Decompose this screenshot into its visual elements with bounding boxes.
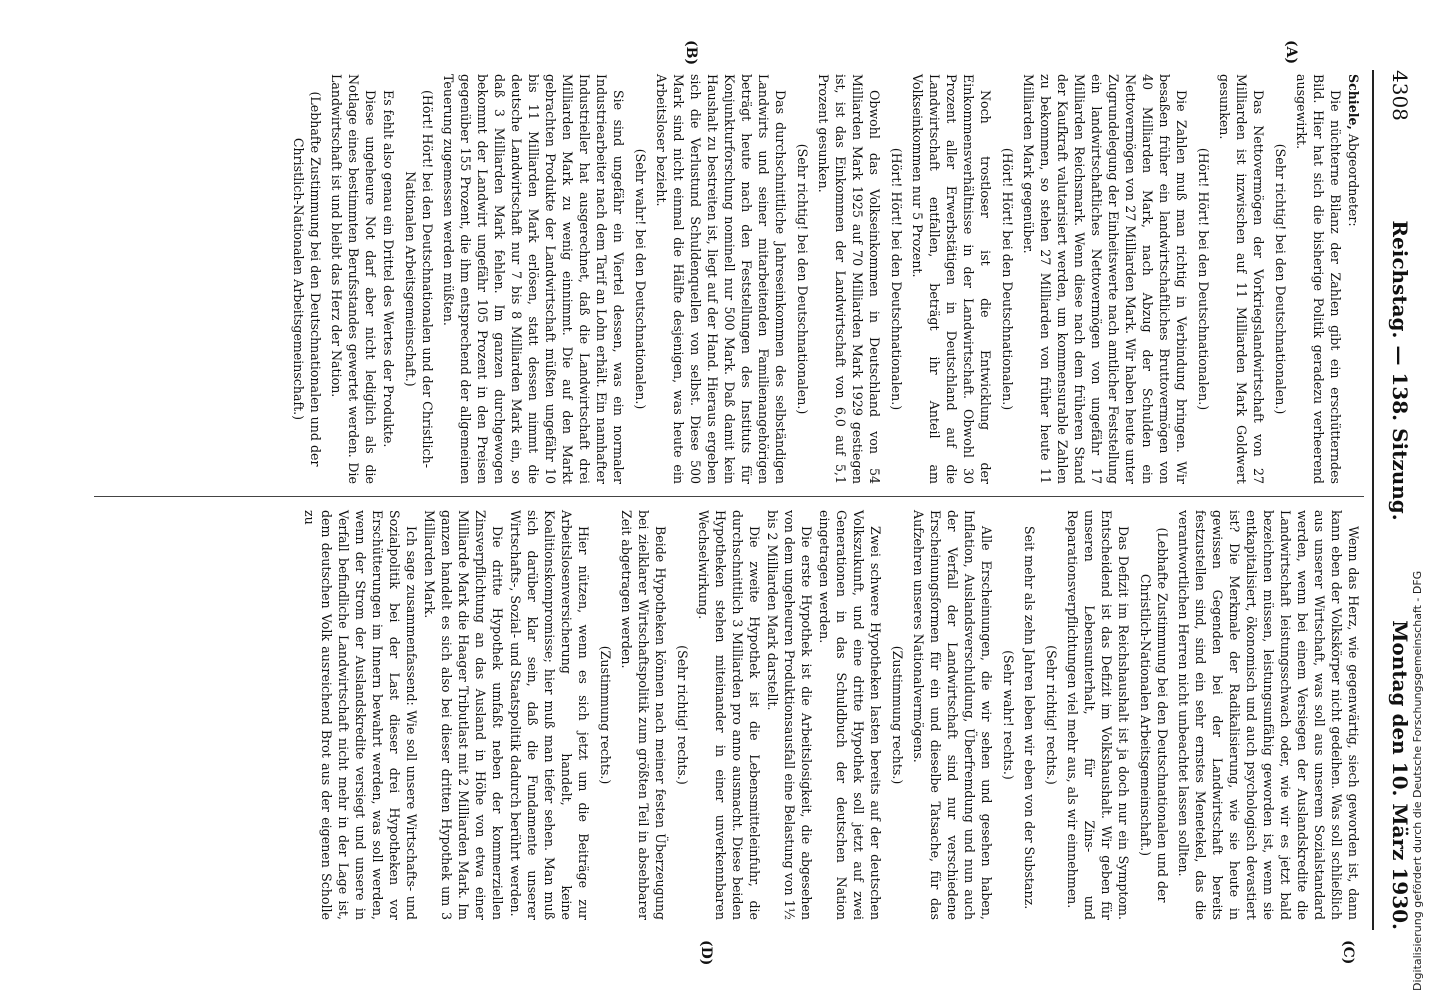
interjection: (Sehr richtig! bei den Deutschnationalen.) — [795, 143, 810, 415]
right-text-column — [300, 510, 1362, 920]
paragraph: Alle Erscheinungen, die wir sehen und gesehen haben, Inflation, Auslandsverschuldung, Überfremdung und nun auch der Verfall der Landwirtschaft sind nur verschiedene Erscheinungsformen für ein und dieselbe Tatsache, für das Aufzehren unseres Nationalvermögens. — [911, 510, 994, 920]
interjection: (Zustimmung rechts.) — [890, 645, 905, 785]
margin-marker-d: (D) — [698, 940, 714, 966]
paragraph: Obwohl das Volkseinkommen in Deutschland von 54 Milliarden Mark 1925 auf 70 Milliarden Mark 1929 gestiegen ist, ist das Einkommen der Landwirtschaft von 6,0 auf 5,1 Prozent gesunken. — [816, 74, 882, 484]
speaker-line — [1345, 74, 1362, 484]
paragraph: Das Defizit im Reichshaushalt ist ja doch nur ein Symptom. Entscheidend ist das Defizit im Volkshaushalt. Wir geben für unseren Lebensunterhalt, für Zins- und Reparationsverpflichtungen viel mehr aus, als wir einnehmen. — [1065, 510, 1131, 920]
paragraph: Die Zahlen muß man richtig in Verbindung bringen. Wir besaßen früher ein landwirtschaftliches Bruttovermögen von 40 Milliarden Mark, nach Abzug der Schulden ein Nettovermögen von 27 Milliarden Mark. Wir haben heute unter Zugrundelegung der Einheitswerte nach amtlicher Feststellung ein landwirtschaftliches Nettovermögen von ungefähr 17 Milliarden Reichsmark. Wenn diese nach dem früheren Stand der Kaufkraft valutarisiert werden, um kommensurable Zahlen zu bekommen, so stehen 27 Milliarden von früher heute 11 Milliarden Mark gegenüber. — [1021, 74, 1189, 484]
paragraph: Ich sage zusammenfassend: Wie soll unsere Wirtschafts- und Sozialpolitik bei der Last dieser drei Hypotheken vor Erschütterungen im Innern bewahrt werden, was soll werden, wenn der Strom der Auslandskredite versiegt und unsere in Verfall befindliche Landwirtschaft nicht mehr in der Lage ist, dem deutschen Volk ausreichend Brot aus der eigenen Scholle zu — [302, 510, 419, 920]
paragraph: Die dritte Hypothek umfaßt neben der kommerziellen Zinsverpflichtung an das Ausland in Höhe von etwa einer Milliarde Mark die Haager Tributlast mit 2 Milliarden Mark. Im ganzen handelt es sich also bei dieser dritten Hypothek um 3 Milliarden Mark. — [422, 510, 505, 920]
left-text-column — [285, 74, 1362, 484]
paragraph: Diese ungeheure Not darf aber nicht lediglich als die Notlage eines bestimmten Berufsstandes gewertet werden. Die Landwirtschaft ist und bleibt das Herz der Nation. — [329, 74, 378, 484]
interjection: (Zustimmung rechts.) — [598, 645, 613, 785]
interjection: (Sehr wahr! bei den Deutschnationalen.) — [633, 148, 648, 410]
paragraph: Die zweite Hypothek ist die Lebensmitteleinfuhr, die durchschnittlich 3 Milliarden pro anno ausmacht. Diese beiden Hypotheken stehen miteinander in einer unverkennbaren Wechselwirkung. — [696, 510, 762, 920]
paragraph: Wenn das Herz, wie gegenwärtig, siech geworden ist, dann kann eben der Volkskörper nicht gedeihen. Was soll schließlich aus unserer Wirtschaft, was soll aus unserem Sozialstandard werden, wenn bei einem Versiegen der Auslandskredite die Landwirtschaft leistungsschwach oder, wie wir es jetzt bald bezeichnen müssen, leistungsunfähig geworden ist, wenn sie entkapitalisiert, ökonomisch und auch psychologisch devastiert ist? Die Merkmale der Radikalisierung, wie sie heute in gewissen Gegenden bei der Landwirtschaft bereits festzustellen sind, sind ein sehr ernstes Menetekel, das die verantwortlichen Herren nicht unbeachtet lassen sollten. — [1176, 510, 1361, 920]
interjection: (Hört! Hört! bei den Deutschnationalen.) — [1000, 147, 1015, 411]
margin-marker-a: (A) — [1283, 40, 1299, 65]
paragraph: Das Nettovermögen der Vorkriegslandwirtschaft von 27 Milliarden ist inzwischen auf 11 Milliarden Mark Goldwert gesunken. — [1217, 74, 1266, 484]
column-divider — [94, 496, 1364, 497]
interjection: (Hört! Hört! bei den Deutschnationalen.) — [889, 147, 904, 411]
interjection: (Hört! Hört! bei den Deutschnationalen.) — [1196, 147, 1211, 411]
scanned-page — [54, 0, 1434, 1000]
interjection: (Sehr richtig! bei den Deutschnationalen.) — [1273, 143, 1288, 415]
paragraph: Die nüchterne Bilanz der Zahlen gibt ein erschütterndes Bild. Hier hat sich die bisherige Politik geradezu verheerend ausgewirkt. — [1294, 74, 1343, 484]
speaker-role: Abgeordneter: — [1346, 133, 1361, 227]
dfg-credit — [1395, 6, 1425, 996]
margin-marker-c: (C) — [1340, 940, 1356, 965]
paragraph: Beide Hypotheken können nach meiner festen Überzeugung bei zielklarer Wirtschaftspolitik zum größten Teil in absehbarer Zeit abgetragen werden. — [619, 510, 668, 920]
session-date: Montag den 10. März 1930. — [1388, 620, 1412, 930]
interjection: (Sehr richtig! rechts.) — [675, 645, 690, 785]
paragraph: Sie sind ungefähr ein Viertel dessen, was ein normaler Industriearbeiter nach dem Tarif an Lohn erhält. Ein namhafter Industrieller hat ausgerechnet, daß die Landwirtschaft drei Milliarden Mark zu wenig einnimmt. Die auf den Markt gebrachten Produkte der Landwirtschaft müßten ungefähr 10 bis 11 Milliarden Mark erlösen, statt dessen nimmt die deutsche Landwirtschaft nur 7 bis 8 Milliarden Mark ein, so daß 3 Milliarden Mark fehlen. Im ganzen durchgewogen bekommt der Landwirt ungefähr 105 Prozent in den Preisen gegenüber 155 Prozent, die ihm entsprechend der allgemeinen Teuerung zugemessen werden müßten. — [441, 74, 626, 484]
paragraph: Das durchschnittliche Jahreseinkommen des selbständigen Landwirts und seiner mitarbeitenden Familienangehörigen beträgt heute nach den Feststellungen des Instituts für Konjunkturforschung nominell nur 500 Mark. Daß damit kein Haushalt zu bestreiten ist, liegt auf der Hand. Hieraus ergeben sich die Verlustund Schuldenquellen von selbst. Diese 500 Mark sind nicht einmal die Hälfte desjenigen, was heute ein Arbeitsloser bezieht. — [654, 74, 788, 484]
margin-marker-b: (B) — [683, 40, 699, 66]
speaker-name: Schiele, — [1346, 74, 1361, 130]
paragraph: Die erste Hypothek ist die Arbeitslosigkeit, die abgesehen von dem ungeheuren Produktionsausfall eine Belastung von 1½ bis 2 Milliarden Mark darstellt. — [765, 510, 814, 920]
paragraph: Seit mehr als zehn Jahren leben wir eben von der Substanz. — [1022, 526, 1037, 910]
interjection: (Lebhafte Zustimmung bei den Deutschnationalen und der Christlich-Nationalen Arbeitsgemeinschaft.) — [291, 91, 323, 467]
paragraph: Hier nützen, wenn es sich jetzt um die Beiträge zur Arbeitslosenversicherung handelt, keine Koalitionskompromisse; hier muß man tiefer sehen. Man muß sich darüber klar sein, daß die Fundamente unserer Wirtschafts-, Sozial- und Staatspolitik dadurch berührt werden. — [508, 510, 591, 920]
paragraph: Es fehlt also genau ein Drittel des Wertes der Produkte. — [381, 90, 396, 448]
header-rule — [1372, 70, 1374, 930]
paragraph: Noch trostloser ist die Entwicklung der Einkommensverhältnisse in der Landwirtschaft. Obwohl 30 Prozent aller Erwerbstätigen in Deutschland auf die Landwirtschaft entfallen, beträgt ihr Anteil am Volkseinkommen nur 5 Prozent. — [910, 74, 993, 484]
session-title: Reichstag. — 138. Sitzung. — [1388, 220, 1412, 521]
paragraph: Zwei schwere Hypotheken lasten bereits auf der deutschen Volkszukunft, und eine dritte Hypothek soll jetzt auf zwei Generationen in das Schuldbuch der deutschen Nation eingetragen werden. — [817, 510, 883, 920]
interjection: (Hört! Hört! bei den Deutschnationalen und der Christlich-Nationalen Arbeitsgemeinschaft.) — [403, 90, 435, 468]
interjection: (Lebhafte Zustimmung bei den Deutschnationalen und der Christlich-Nationalen Arbeitsgemeinschaft.) — [1138, 527, 1170, 903]
interjection: (Sehr wahr! rechts.) — [1001, 650, 1016, 780]
interjection: (Sehr richtig! rechts.) — [1044, 645, 1059, 785]
dfg-credit-text: Digitalisierung gefördert durch die Deutsche Forschungsgemeinschaft - DFG — [1411, 570, 1424, 991]
page-number: 4308 — [1388, 70, 1412, 121]
